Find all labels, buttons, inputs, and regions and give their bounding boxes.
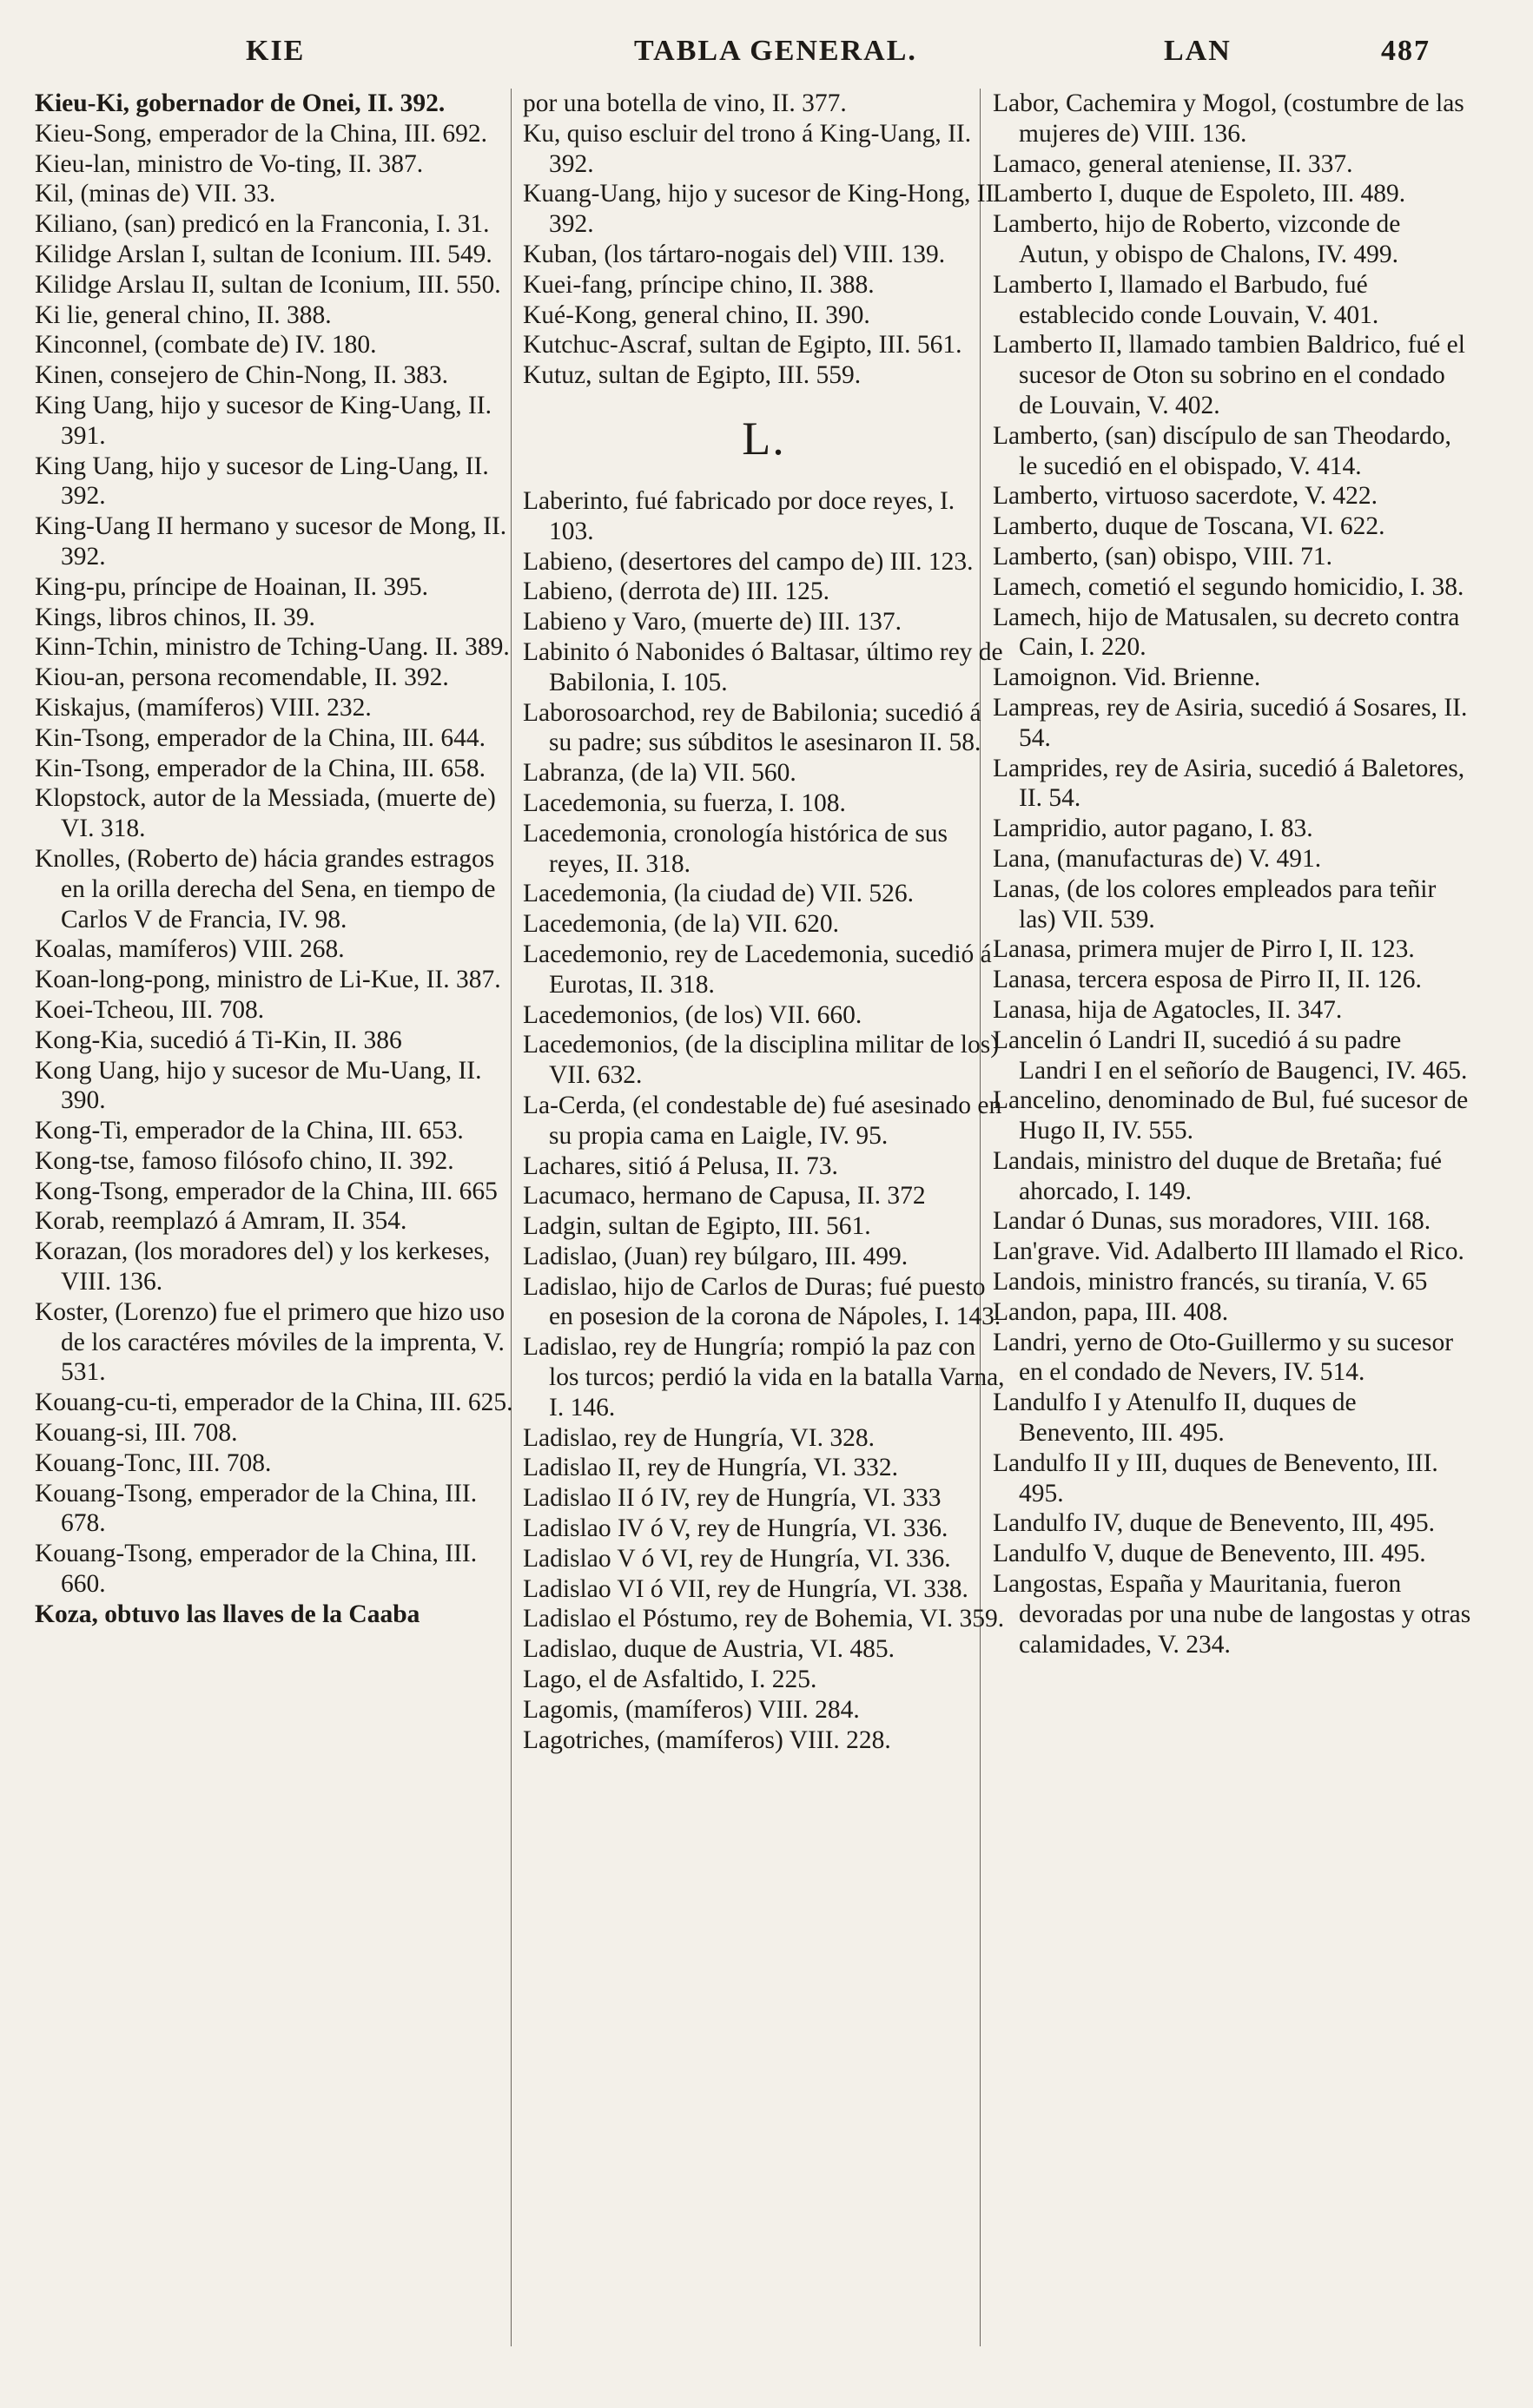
index-entry: Kouang-Tsong, emperador de la China, III. 678. [35,1479,478,1538]
index-entry: Lacedemonio, rey de Lacedemonia, sucedió á Eurotas, II. 318. [523,940,992,999]
index-entry: Lacedemonia, cronología histórica de sus reyes, II. 318. [523,819,948,878]
index-entry: Klopstock, autor de la Messiada, (muerte de) VI. 318. [35,784,496,843]
index-entry: Kong-Tsong, emperador de la China, III. 665 [35,1177,498,1205]
index-entry: Kuban, (los tártaro-nogais del) VIII. 139. [523,240,946,268]
index-entry: Lancelino, denominado de Bul, fué sucesor de Hugo II, IV. 555. [993,1086,1469,1145]
index-entry: Lagotriches, (mamíferos) VIII. 228. [523,1725,891,1754]
index-entry: Kieu-lan, ministro de Vo-ting, II. 387. [35,149,424,178]
index-entry: Lanasa, primera mujer de Pirro I, II. 123. [993,935,1415,964]
index-entry: Lamberto, hijo de Roberto, vizconde de Autun, y obispo de Chalons, IV. 499. [993,210,1401,268]
index-entry: Kil, (minas de) VII. 33. [35,180,276,208]
index-entry: Ladislao el Póstumo, rey de Bohemia, VI. 359. [523,1605,1005,1633]
index-entry: Labinito ó Nabonides ó Baltasar, último rey de Babilonia, I. 105. [523,637,1003,696]
index-entry: Kuang-Uang, hijo y sucesor de King-Hong, II. 392. [523,180,1001,239]
page-header [0,35,1533,87]
header-right-guide-word: LAN [1164,35,1232,67]
index-column-center [523,89,1005,1755]
index-entry: Kong-tse, famoso filósofo chino, II. 392. [35,1146,454,1175]
index-entry: Lamoignon. Vid. Brienne. [993,663,1261,692]
index-entry: Laberinto, fué fabricado por doce reyes, I. 103. [523,486,955,545]
index-entry: Korab, reemplazó á Amram, II. 354. [35,1207,407,1236]
index-entry: Ladislao, duque de Austria, VI. 485. [523,1635,895,1664]
index-entry: Koalas, mamíferos) VIII. 268. [35,935,345,964]
index-entry: La-Cerda, (el condestable de) fué asesinado en su propia cama en Laigle, IV. 95. [523,1091,1002,1150]
index-entry: Lachares, sitió á Pelusa, II. 73. [523,1151,838,1180]
header-title: TABLA GENERAL. [634,35,917,67]
index-entry: Kinn-Tchin, ministro de Tching-Uang. II. 389. [35,633,510,662]
index-entry: King Uang, hijo y sucesor de King-Uang, II. 391. [35,391,492,450]
index-entry: Landais, ministro del duque de Bretaña; fué ahorcado, I. 149. [993,1146,1442,1205]
index-entry: Ladislao, (Juan) rey búlgaro, III. 499. [523,1242,909,1270]
index-entry: Landulfo I y Atenulfo II, duques de Benevento, III. 495. [993,1389,1357,1448]
index-entry: Lacumaco, hermano de Capusa, II. 372 [523,1182,926,1211]
index-entry: Ladislao, rey de Hungría; rompió la paz con los turcos; perdió la vida en la batalla Varna, I. 146. [523,1333,1005,1422]
index-entry: Kiou-an, persona recomendable, II. 392. [35,663,449,692]
index-entry: Kouang-si, III. 708. [35,1419,238,1448]
index-entry: Labor, Cachemira y Mogol, (costumbre de las mujeres de) VIII. 136. [993,89,1464,148]
index-entry: Kutchuc-Ascraf, sultan de Egipto, III. 561. [523,331,962,360]
index-entry: Lamberto, virtuoso sacerdote, V. 422. [993,482,1378,511]
index-entry: Landulfo II y III, duques de Benevento, III. 495. [993,1448,1438,1507]
index-entry: Lampreas, rey de Asiria, sucedió á Sosares, II. 54. [993,693,1468,752]
index-entry: Lamberto I, llamado el Barbudo, fué establecido conde Louvain, V. 401. [993,270,1379,329]
index-entry: Lamberto, (san) obispo, VIII. 71. [993,542,1333,571]
index-entry: Lagomis, (mamíferos) VIII. 284. [523,1695,860,1724]
index-entry: Kings, libros chinos, II. 39. [35,603,315,631]
index-entry: Ki lie, general chino, II. 388. [35,300,332,329]
index-entry: Landon, papa, III. 408. [993,1297,1229,1326]
index-entry: Lamech, hijo de Matusalen, su decreto contra Cain, I. 220. [993,603,1460,662]
index-entry: Langostas, España y Mauritania, fueron devoradas por una nube de langostas y otras calamidades, V. 234. [993,1570,1471,1659]
index-entry: Ladislao V ó VI, rey de Hungría, VI. 336. [523,1544,951,1573]
index-entries-l [523,486,1005,1755]
index-entry: Ladislao IV ó V, rey de Hungría, VI. 336. [523,1514,948,1543]
index-entry: Landois, ministro francés, su tiranía, V. 65 [993,1268,1428,1296]
index-entry: Kong Uang, hijo y sucesor de Mu-Uang, II. 390. [35,1056,482,1115]
index-entry: Koza, obtuvo las llaves de la Caaba [35,1600,420,1628]
index-entry: Lacedemonios, (de la disciplina militar de los) VII. 632. [523,1031,1000,1090]
index-entry: Koei-Tcheou, III. 708. [35,995,265,1024]
index-entry: Kilidge Arslan I, sultan de Iconium. III. 549. [35,240,492,268]
index-entry: Lana, (manufacturas de) V. 491. [993,844,1322,873]
index-entry: Kinen, consejero de Chin-Nong, II. 383. [35,361,448,390]
index-entry: Labranza, (de la) VII. 560. [523,759,796,788]
index-entry: Lamprides, rey de Asiria, sucedió á Baletores, II. 54. [993,754,1465,813]
index-entry: Lamberto, (san) discípulo de san Theodardo, le sucedió en el obispado, V. 414. [993,421,1451,480]
index-entry: Kong-Ti, emperador de la China, III. 653. [35,1117,464,1145]
index-entry: Lancelin ó Landri II, sucedió á su padre Landri I en el señorío de Baugenci, IV. 465. [993,1026,1468,1085]
index-entry: Lanasa, tercera esposa de Pirro II, II. 126. [993,966,1422,994]
index-entry: Kouang-Tonc, III. 708. [35,1448,272,1477]
index-entry: Kouang-Tsong, emperador de la China, III. 660. [35,1540,478,1599]
index-entry: King-pu, príncipe de Hoainan, II. 395. [35,572,429,601]
index-entry: Ku, quiso escluir del trono á King-Uang, II. 392. [523,119,972,178]
index-entry: Lanas, (de los colores empleados para teñir las) VII. 539. [993,874,1437,934]
index-entry: Kong-Kia, sucedió á Ti-Kin, II. 386 [35,1026,402,1054]
index-column-left [35,89,517,1630]
index-entry: Ladislao II, rey de Hungría, VI. 332. [523,1454,898,1482]
index-entry: Koan-long-pong, ministro de Li-Kue, II. 387. [35,966,501,994]
index-entry: Labieno y Varo, (muerte de) III. 137. [523,608,902,637]
index-entry: Ladislao VI ó VII, rey de Hungría, VI. 338. [523,1574,968,1603]
index-entry: Kouang-cu-ti, emperador de la China, III. 625. [35,1389,513,1417]
index-entry: Kin-Tsong, emperador de la China, III. 658. [35,754,486,782]
index-entry: Knolles, (Roberto de) hácia grandes estragos en la orilla derecha del Sena, en tiempo de Carlos V de Francia, IV. 98. [35,844,496,934]
index-entry: Ladislao, hijo de Carlos de Duras; fué puesto en posesion de la corona de Nápoles, I. 143. [523,1272,1001,1331]
index-entry: por una botella de vino, II. 377. [523,89,847,117]
index-entry: Koster, (Lorenzo) fue el primero que hizo uso de los caractéres móviles de la imprenta, V. 531. [35,1297,505,1387]
section-letter-heading: L. [742,412,786,465]
index-entry: Kué-Kong, general chino, II. 390. [523,300,870,329]
index-entry: Kiskajus, (mamíferos) VIII. 232. [35,693,372,722]
index-entry: Lamberto, duque de Toscana, VI. 622. [993,512,1385,541]
index-entry: King-Uang II hermano y sucesor de Mong, II. 392. [35,512,507,571]
index-entry: Lacedemonios, (de los) VII. 660. [523,1000,862,1029]
index-entry: Lamech, cometió el segundo homicidio, I. 38. [993,572,1464,601]
header-left-guide-word: KIE [246,35,306,67]
index-entry: Lamberto II, llamado tambien Baldrico, fué el sucesor de Oton su sobrino en el condado de Louvain, V. 402. [993,331,1465,419]
index-entry: Landri, yerno de Oto-Guillermo y su sucesor en el condado de Nevers, IV. 514. [993,1328,1454,1387]
page-number: 487 [1381,35,1431,67]
index-entry: Labieno, (derrota de) III. 125. [523,577,830,606]
index-entry: Korazan, (los moradores del) y los kerkeses, VIII. 136. [35,1237,491,1296]
index-entry: Kinconnel, (combate de) IV. 180. [35,331,377,360]
index-entry: Ladgin, sultan de Egipto, III. 561. [523,1212,871,1241]
index-entry: Laborosoarchod, rey de Babilonia; sucedió á su padre; sus súbditos le asesinaron II. 58. [523,698,981,757]
index-entry: Kuei-fang, príncipe chino, II. 388. [523,270,875,299]
index-entry: Kutuz, sultan de Egipto, III. 559. [523,361,862,390]
index-entry: Kieu-Song, emperador de la China, III. 692. [35,119,488,148]
index-entry: Landar ó Dunas, sus moradores, VIII. 168. [993,1207,1431,1236]
index-entry: Kieu-Ki, gobernador de Onei, II. 392. [35,89,446,117]
index-entry: Lacedemonia, (de la) VII. 620. [523,910,839,939]
index-entry: Lacedemonia, (la ciudad de) VII. 526. [523,880,914,908]
index-entry: Lamberto I, duque de Espoleto, III. 489. [993,180,1406,208]
index-entry: Kilidge Arslau II, sultan de Iconium, III. 550. [35,270,501,299]
index-entry: Kin-Tsong, emperador de la China, III. 644. [35,723,486,752]
index-entry: Lanasa, hija de Agatocles, II. 347. [993,995,1343,1024]
index-entry: Ladislao, rey de Hungría, VI. 328. [523,1423,875,1452]
index-entry: Lago, el de Asfaltido, I. 225. [523,1666,817,1694]
index-entry: Ladislao II ó IV, rey de Hungría, VI. 333 [523,1484,942,1513]
index-entries-k-continued [523,89,1005,391]
index-entry: Lamaco, general ateniense, II. 337. [993,149,1353,178]
index-entry: King Uang, hijo y sucesor de Ling-Uang, II. 392. [35,452,489,511]
index-entry: Labieno, (desertores del campo de) III. 123. [523,547,974,576]
index-entry: Landulfo IV, duque de Benevento, III, 495. [993,1509,1436,1538]
index-entry: Landulfo V, duque de Benevento, III. 495. [993,1540,1426,1568]
index-column-right [993,89,1475,1659]
index-entry: Lacedemonia, su fuerza, I. 108. [523,788,846,817]
index-entry: Kiliano, (san) predicó en la Franconia, I. 31. [35,210,490,239]
index-entry: Lan'grave. Vid. Adalberto III llamado el Rico. [993,1237,1464,1266]
index-entry: Lampridio, autor pagano, I. 83. [993,815,1313,843]
